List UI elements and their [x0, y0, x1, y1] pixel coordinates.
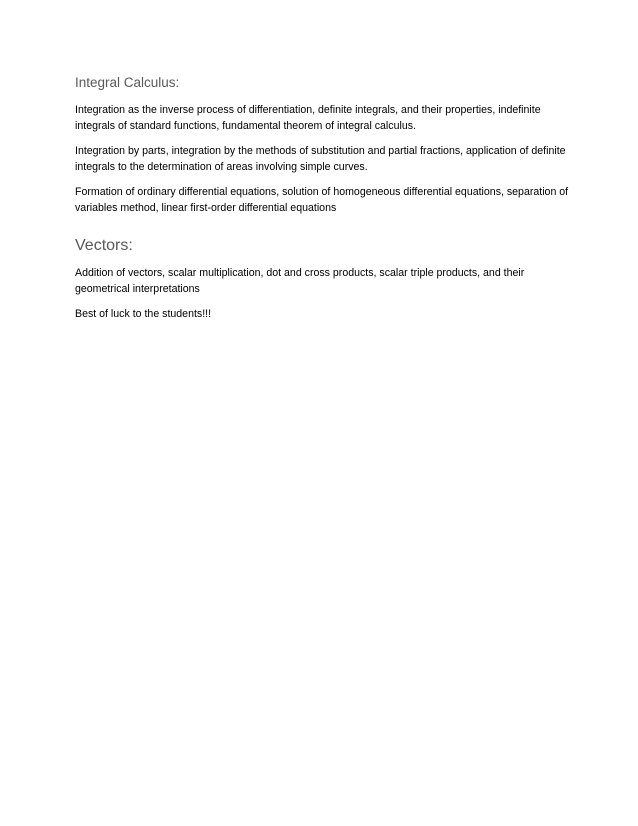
- paragraph-vector-operations: Addition of vectors, scalar multiplication, dot and cross products, scalar triple products, and their geometrical interpretations: [75, 267, 525, 295]
- paragraph-differential-equations: Formation of ordinary differential equations, solution of homogeneous differential equations, separation of variables method, linear first-order differential equations: [75, 186, 569, 214]
- paragraph-closing-message: Best of luck to the students!!!: [75, 308, 212, 320]
- paragraph-integration-inverse: Integration as the inverse process of differentiation, definite integrals, and their properties, indefinite integrals of standard functions, fundamental theorem of integral calculus.: [75, 104, 541, 132]
- paragraph-integration-by-parts: Integration by parts, integration by the methods of substitution and partial fractions, application of definite integrals to the determination of areas involving simple curves.: [75, 145, 566, 173]
- section-heading-integral-calculus: Integral Calculus:: [75, 75, 180, 90]
- section-spacer: [75, 225, 578, 235]
- section-heading-vectors: Vectors:: [75, 237, 133, 254]
